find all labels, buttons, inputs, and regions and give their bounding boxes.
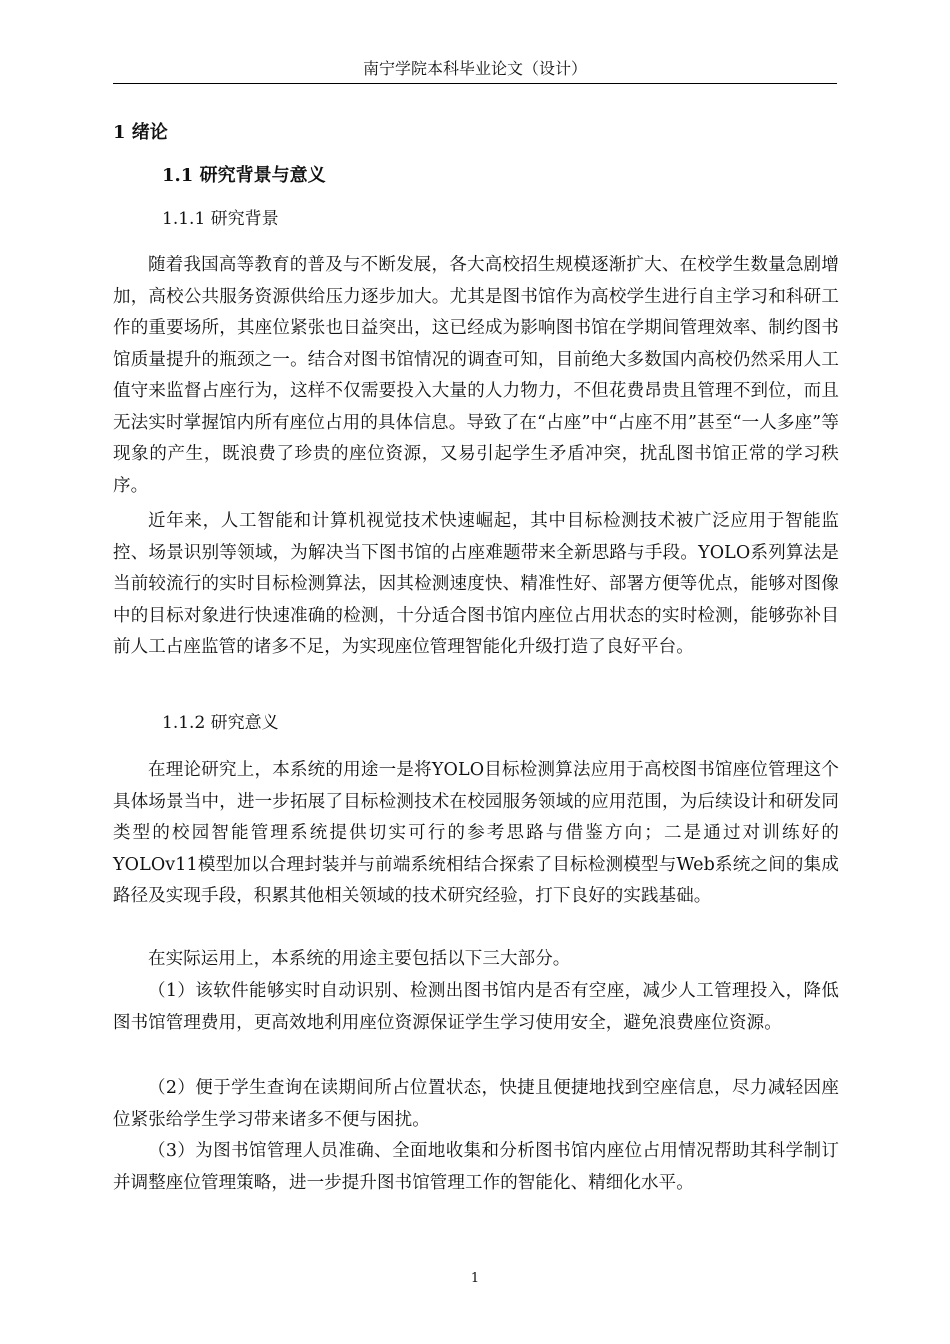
- header-divider: [113, 83, 837, 84]
- list-item-point-2: （2）便于学生查询在读期间所占位置状态，快捷且便捷地找到空座信息，尽力减轻因座位紧张给学生学习带来诸多不便与困扰。: [113, 1078, 839, 1130]
- list-item-point-1: （1）该软件能够实时自动识别、检测出图书馆内是否有空座，减少人工管理投入，降低图书馆管理费用，更高效地利用座位资源保证学生学习使用安全，避免浪费座位资源。: [113, 981, 839, 1033]
- running-header: 南宁学院本科毕业论文（设计）: [362, 59, 587, 78]
- subsection-heading-significance: 1.1.2 研究意义: [162, 713, 279, 733]
- subsection-heading-background: 1.1.1 研究背景: [162, 209, 279, 229]
- section-heading: 1.1 研究背景与意义: [162, 165, 326, 186]
- paragraph-significance-2: 在实际运用上，本系统的用途主要包括以下三大部分。: [148, 949, 571, 969]
- paragraph-significance-1: 在理论研究上，本系统的用途一是将YOLO目标检测算法应用于高校图书馆座位管理这个具体场景当中，进一步拓展了目标检测技术在校园服务领域的应用范围，为后续设计和研发同类型的校园智能管理系统提供切实可行的参考思路与借鉴方向；二是通过对训练好的YOLOv11模型加以合理封装并与前端系统相结合探索了目标检测模型与Web系统之间的集成路径及实现手段，积累其他相关领域的技术研究经验，打下良好的实践基础。: [113, 760, 839, 906]
- chapter-heading: 1 绪论: [113, 122, 168, 143]
- paragraph-background-2: 近年来，人工智能和计算机视觉技术快速崛起，其中目标检测技术被广泛应用于智能监控、场景识别等领域，为解决当下图书馆的占座难题带来全新思路与手段。YOLO系列算法是当前较流行的实时目标检测算法，因其检测速度快、精准性好、部署方便等优点，能够对图像中的目标对象进行快速准确的检测，十分适合图书馆内座位占用状态的实时检测，能够弥补目前人工占座监管的诸多不足，为实现座位管理智能化升级打造了良好平台。: [113, 511, 839, 657]
- paragraph-background-1: 随着我国高等教育的普及与不断发展，各大高校招生规模逐渐扩大、在校学生数量急剧增加，高校公共服务资源供给压力逐步加大。尤其是图书馆作为高校学生进行自主学习和科研工作的重要场所，其座位紧张也日益突出，这已经成为影响图书馆在学期间管理效率、制约图书馆质量提升的瓶颈之一。结合对图书馆情况的调查可知，目前绝大多数国内高校仍然采用人工值守来监督占座行为，这样不仅需要投入大量的人力物力，不但花费昂贵且管理不到位，而且无法实时掌握馆内所有座位占用的具体信息。导致了在“占座”中“占座不用”甚至“一人多座”等现象的产生，既浪费了珍贵的座位资源，又易引起学生矛盾冲突，扰乱图书馆正常的学习秩序。: [113, 255, 839, 496]
- list-item-point-3: （3）为图书馆管理人员准确、全面地收集和分析图书馆内座位占用情况帮助其科学制订并调整座位管理策略，进一步提升图书馆管理工作的智能化、精细化水平。: [113, 1141, 839, 1193]
- page-number: 1: [470, 1271, 480, 1286]
